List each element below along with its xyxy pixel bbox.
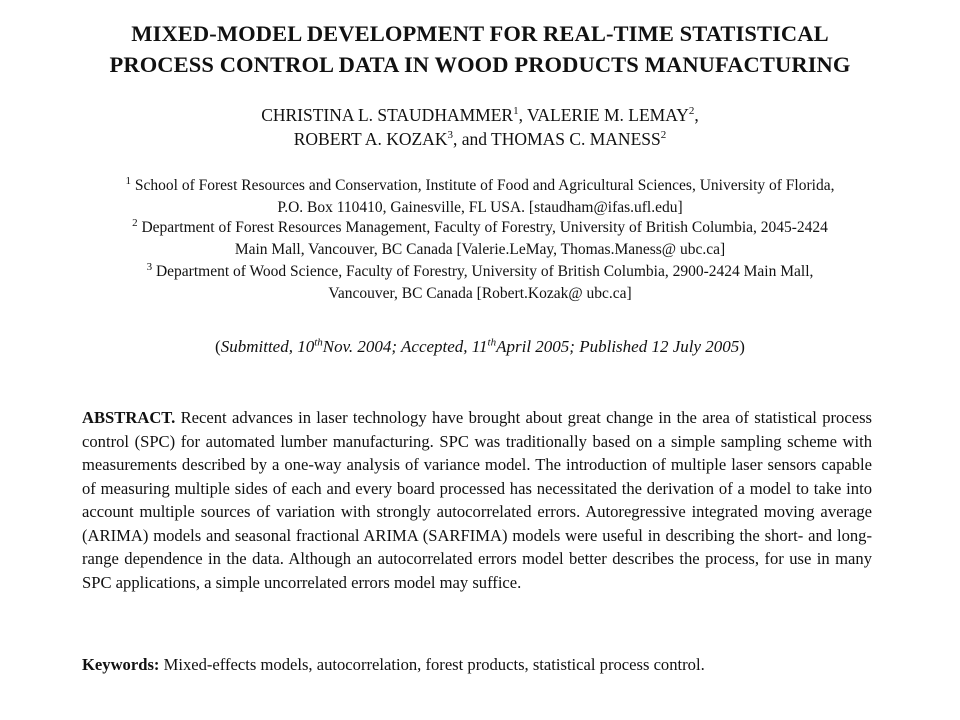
affiliation-text: Department of Forest Resources Management, Faculty of Forestry, University of British Columbia, 2045-2424 [137,219,828,236]
keywords-text: Mixed-effects models, autocorrelation, forest products, statistical process control. [159,655,705,674]
affiliation-line [30,175,930,197]
ordinal-suffix: th [487,336,497,349]
affiliation-text: School of Forest Resources and Conservation, Institute of Food and Agricultural Sciences, University of Florida, [131,177,835,194]
paper-title [40,18,920,80]
author-line-2 [40,127,920,151]
title-line-2: PROCESS CONTROL DATA IN WOOD PRODUCTS MANUFACTURING [109,52,851,77]
affiliation-mark: 3 [146,260,153,273]
affiliation-line: Main Mall, Vancouver, BC Canada [Valerie.LeMay, Thomas.Maness@ ubc.ca] [234,240,726,258]
abstract-label: ABSTRACT. [82,408,176,427]
author-list [40,103,920,151]
ordinal-suffix: th [314,336,323,349]
title-line-1: MIXED-MODEL DEVELOPMENT FOR REAL-TIME STATISTICAL [131,21,829,46]
affiliation-3 [30,261,930,304]
author-line-1 [40,103,920,127]
affiliation-2 [30,217,930,260]
paren-open: ( [215,337,221,356]
author-affiliation-mark: 2 [688,105,695,118]
author-name: , VALERIE M. LEMAY [518,105,689,125]
abstract-text: Recent advances in laser technology have brought about great change in the area of statistical process control (SPC) for automated lumber manufacturing. SPC was traditionally based on a simple sampling scheme with measurements described by a one-way analysis of variance model. The introduction of multiple laser sensors capable of measuring multiple sides of each and every board processed has necessitated the derivation of a model to take into account multiple sources of variation with strongly autocorrelated errors. Autoregressive integrated moving average (ARIMA) models and seasonal fractional ARIMA (SARFIMA) models were useful in describing the short- and long-range dependence in the data. Although an autocorrelated errors model better describes the process, for use in many SPC applications, a simple uncorrelated errors model may suffice. [82,408,872,592]
submitted-date: Submitted, 10 [220,337,315,356]
affiliation-line [30,261,930,283]
affiliation-1 [30,175,930,218]
keywords [82,653,872,677]
author-separator: , [694,105,699,125]
affiliation-mark: 2 [132,216,138,229]
author-name: CHRISTINA L. STAUDHAMMER [261,105,514,125]
author-affiliation-mark: 3 [447,129,453,142]
author-affiliation-mark: 1 [513,105,519,118]
affiliation-line: P.O. Box 110410, Gainesville, FL USA. [staudham@ifas.ufl.edu] [277,198,683,216]
abstract [82,406,872,594]
paren-close: ) [739,337,745,356]
publication-dates [40,335,920,359]
author-affiliation-mark: 2 [660,129,667,142]
keywords-label: Keywords: [82,655,160,674]
accepted-date: Nov. 2004; Accepted, 11 [322,337,488,356]
published-date: April 2005; Published 12 July 2005 [496,337,740,356]
author-name: , and THOMAS C. MANESS [452,129,661,149]
affiliation-line: Vancouver, BC Canada [Robert.Kozak@ ubc.ca] [328,284,632,302]
affiliation-line [30,217,930,239]
author-name: ROBERT A. KOZAK [293,129,448,149]
affiliation-mark: 1 [125,174,132,187]
affiliation-text: Department of Wood Science, Faculty of Forestry, University of British Columbia, 2900-2424 Main Mall, [152,263,814,280]
